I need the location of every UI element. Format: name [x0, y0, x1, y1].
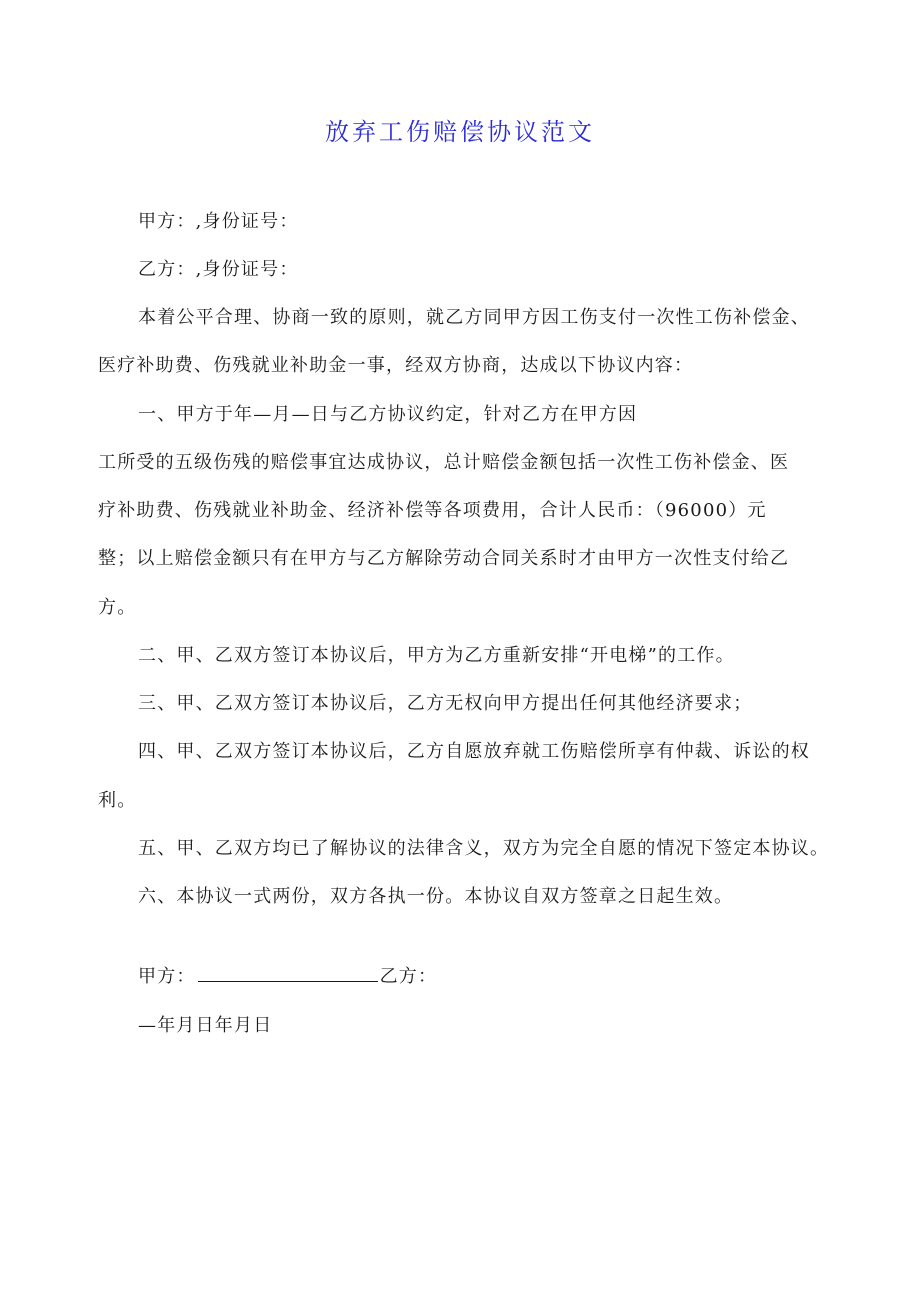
clause3-line: 三、甲、乙双方签订本协议后，乙方无权向甲方提出任何其他经济要求； — [138, 693, 753, 714]
document-title: 放弃工伤赔偿协议范文 — [325, 118, 595, 146]
clause1-line-5: 方。 — [98, 597, 137, 618]
intro-line-1: 本着公平合理、协商一致的原则，就乙方同甲方因工伤支付一次性工伤补偿金、 — [138, 307, 810, 328]
clause1-line-4: 整；以上赔偿金额只有在甲方与乙方解除劳动合同关系时才由甲方一次性支付给乙 — [98, 548, 790, 569]
clause1-line-3: 疗补助费、伤残就业补助金、经济补偿等各项费用，合计人民币：（96000）元 — [98, 500, 767, 521]
party-a-signature-label: 甲方： — [138, 966, 196, 987]
party-a-line: 甲方：,身份证号： — [138, 211, 299, 232]
clause1-line-2: 工所受的五级伤残的赔偿事宜达成协议，总计赔偿金额包括一次性工伤补偿金、医 — [98, 452, 790, 473]
intro-line-2: 医疗补助费、伤残就业补助金一事，经双方协商，达成以下协议内容： — [98, 355, 694, 376]
clause4-line-1: 四、甲、乙双方签订本协议后，乙方自愿放弃就工伤赔偿所享有仲裁、诉讼的权 — [138, 741, 810, 762]
clause5-line: 五、甲、乙双方均已了解协议的法律含义，双方为完全自愿的情况下签定本协议。 — [138, 838, 830, 859]
clause1-line-1: 一、甲方于年—月—日与乙方协议约定，针对乙方在甲方因 — [138, 404, 638, 425]
signature-blank — [198, 963, 378, 982]
clause2-line: 二、甲、乙双方签订本协议后，甲方为乙方重新安排“开电梯”的工作。 — [138, 645, 735, 666]
party-b-signature-label: 乙方： — [379, 966, 438, 987]
signature-line — [138, 963, 437, 991]
clause4-line-2: 利。 — [98, 790, 137, 811]
party-b-line: 乙方：,身份证号： — [138, 259, 299, 280]
clause6-line: 六、本协议一式两份，双方各执一份。本协议自双方签章之日起生效。 — [138, 886, 734, 907]
date-line: —年月日年月日 — [138, 1015, 273, 1036]
